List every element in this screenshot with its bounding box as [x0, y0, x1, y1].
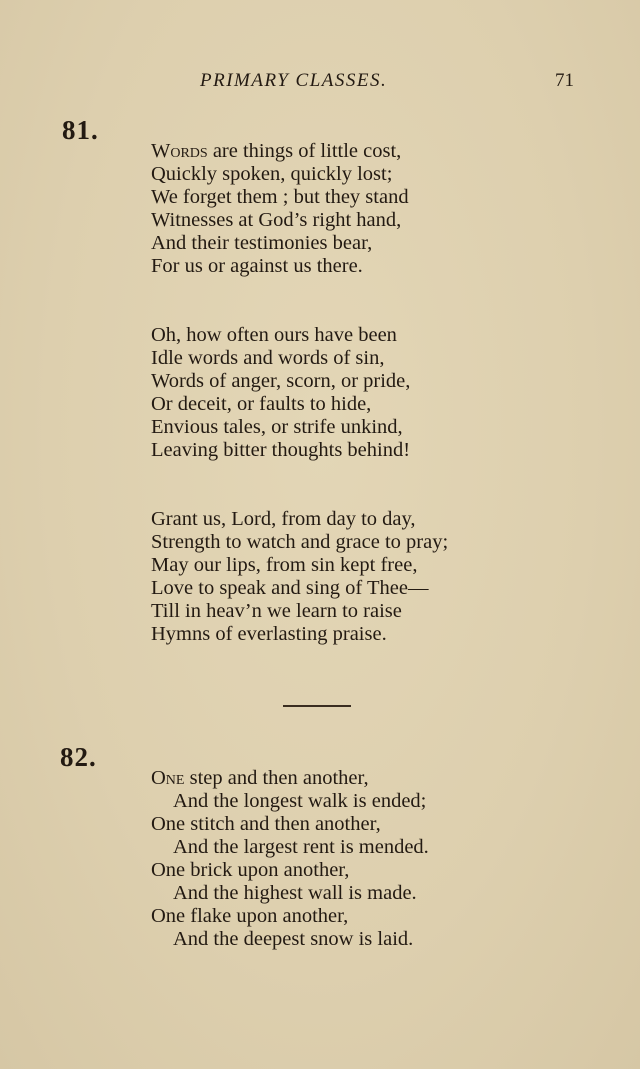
poem-line: And the longest walk is ended; — [173, 790, 427, 812]
small-caps-lead: Words — [151, 140, 208, 162]
hymn-81-stanza-2 — [151, 324, 410, 462]
poem-line — [151, 767, 429, 790]
poem-line: Or deceit, or faults to hide, — [151, 393, 372, 415]
line-rest: are things of little cost, — [207, 140, 402, 162]
poem-line: Words of anger, scorn, or pride, — [151, 370, 411, 392]
poem-line: Oh, how often ours have been — [151, 324, 397, 346]
poem-line: And the highest wall is made. — [173, 882, 417, 904]
poem-line: For us or against us there. — [151, 255, 363, 277]
hymn-number-82: 82. — [60, 742, 97, 772]
poem-line: Leaving bitter thoughts behind! — [151, 439, 411, 461]
poem-line: May our lips, from sin kept free, — [151, 554, 418, 576]
poem-line: One brick upon another, — [151, 859, 350, 881]
hymn-81-stanza-3 — [151, 508, 448, 646]
hymn-number-81: 81. — [62, 115, 99, 145]
section-divider — [283, 705, 351, 707]
poem-line: Grant us, Lord, from day to day, — [151, 508, 416, 530]
hymn-81-stanza-1 — [151, 140, 409, 278]
poem-line: And their testimonies bear, — [151, 232, 373, 254]
running-head — [0, 70, 640, 94]
poem-line: Love to speak and sing of Thee— — [151, 577, 429, 599]
poem-line: We forget them ; but they stand — [151, 186, 409, 208]
poem-line: Till in heav’n we learn to raise — [151, 600, 402, 622]
poem-line: Hymns of everlasting praise. — [151, 623, 387, 645]
page-number: 71 — [555, 70, 574, 91]
running-title: PRIMARY CLASSES. — [200, 70, 388, 91]
poem-line: Envious tales, or strife unkind, — [151, 416, 403, 438]
poem-line: Idle words and words of sin, — [151, 347, 385, 369]
poem-line: One stitch and then another, — [151, 813, 381, 835]
hymn-82-stanza-1 — [151, 767, 429, 951]
poem-line: And the deepest snow is laid. — [173, 928, 414, 950]
poem-line: Strength to watch and grace to pray; — [151, 531, 449, 553]
poem-line: Quickly spoken, quickly lost; — [151, 163, 393, 185]
poem-line — [151, 140, 409, 163]
poem-line: And the largest rent is mended. — [173, 836, 429, 858]
poem-line: One flake upon another, — [151, 905, 349, 927]
small-caps-lead: One — [151, 767, 185, 789]
line-rest: step and then another, — [184, 767, 369, 789]
poem-line: Witnesses at God’s right hand, — [151, 209, 402, 231]
